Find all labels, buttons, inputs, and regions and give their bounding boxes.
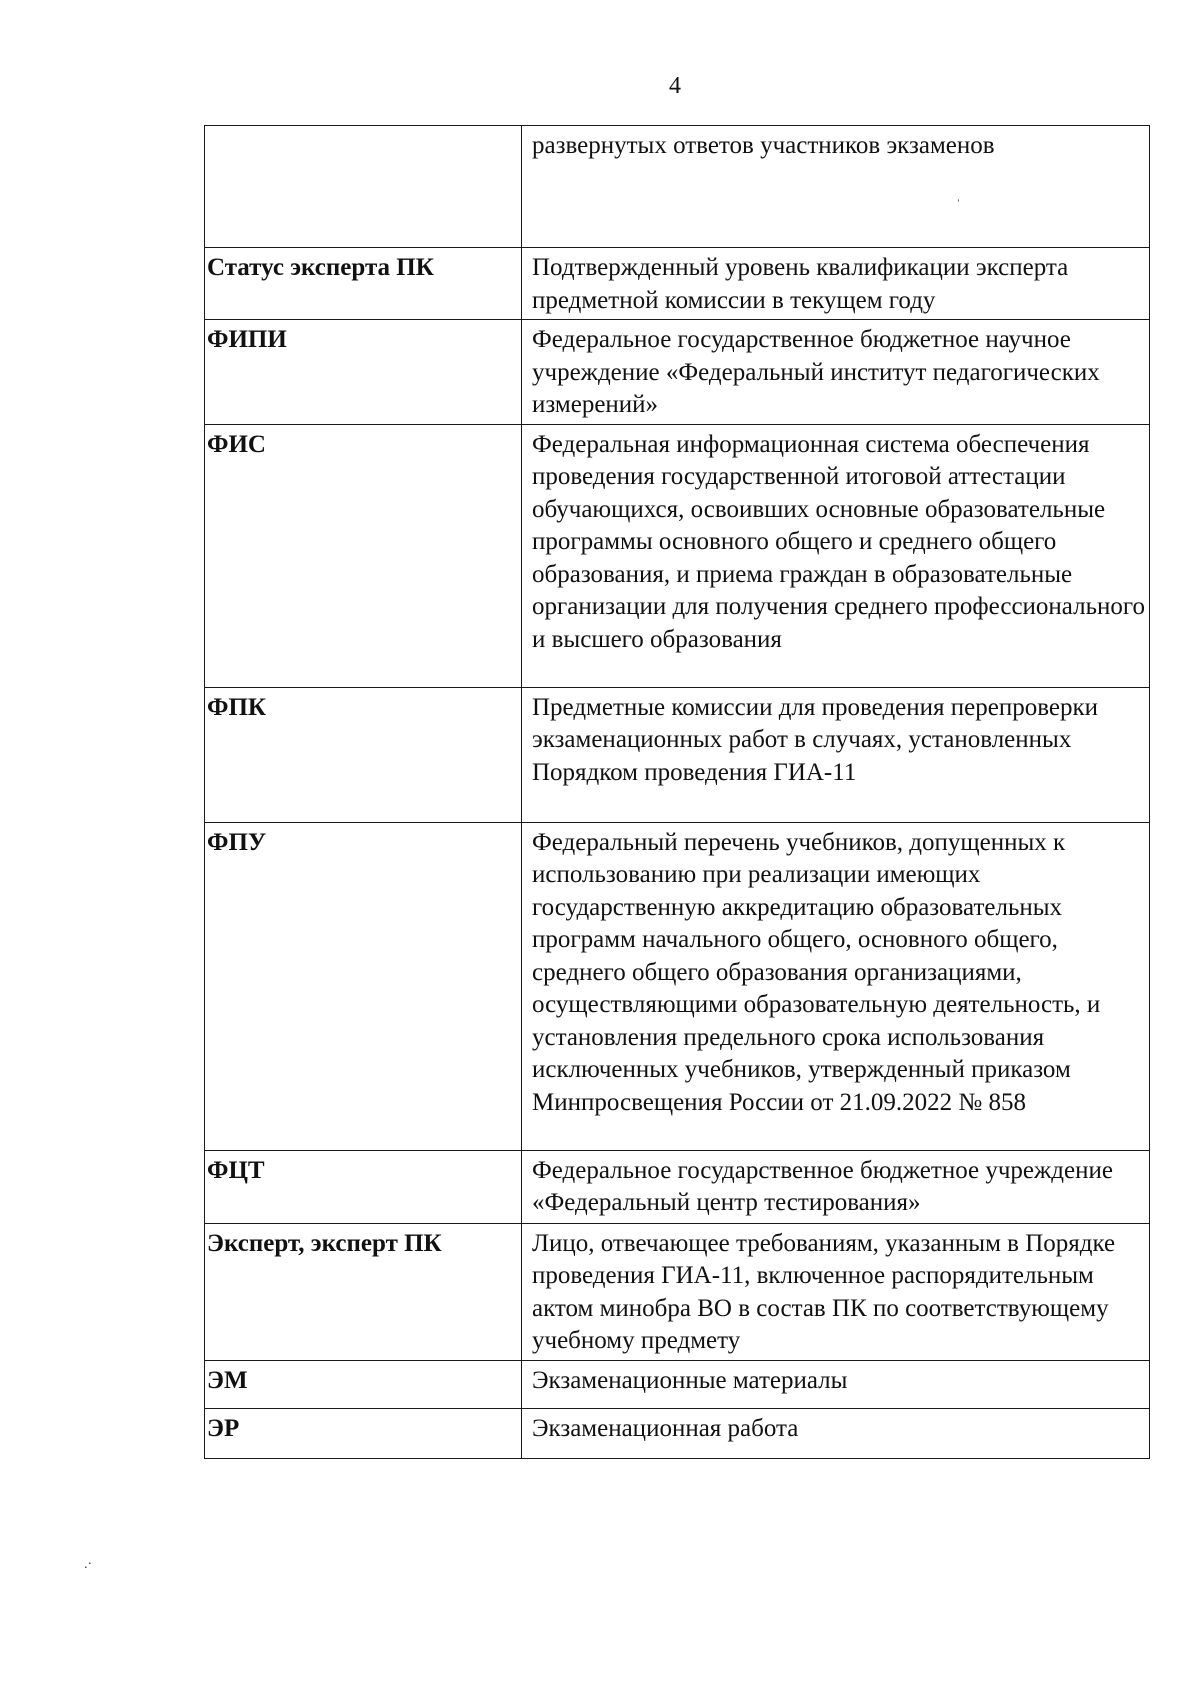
definition-cell: Лицо, отвечающее требованиям, указанным в Порядке проведения ГИА-11, включенное распорядительным актом минобра ВО в состав ПК по соответствующему учебному предмету: [522, 1223, 1150, 1360]
definition-cell: Экзаменационные материалы: [522, 1360, 1150, 1408]
table-row: [205, 248, 1150, 320]
definition-cell: Федеральное государственное бюджетное учреждение «Федеральный центр тестирования»: [522, 1150, 1150, 1223]
definition-cell: Предметные комиссии для проведения перепроверки экзаменационных работ в случаях, установленных Порядком проведения ГИА-11: [522, 687, 1150, 822]
page-number: 4: [669, 73, 681, 99]
definition-cell: Федеральный перечень учебников, допущенных к использованию при реализации имеющих государственную аккредитацию образовательных программ начального общего, основного общего, среднего общего образования организациями, осуществляющими образовательную деятельность, и установления предельного срока использования исключенных учебников, утвержденный приказом Минпросвещения России от 21.09.2022 № 858: [522, 822, 1150, 1150]
table-row: [205, 320, 1150, 425]
term-cell: ФПК: [205, 687, 522, 822]
table-row: [205, 822, 1150, 1150]
table-row: [205, 1150, 1150, 1223]
scan-speck: ˈ: [956, 198, 961, 213]
term-cell: ЭМ: [205, 1360, 522, 1408]
term-cell: ЭР: [205, 1408, 522, 1458]
table-row: [205, 687, 1150, 822]
term-cell: ФИС: [205, 424, 522, 687]
term-cell: Эксперт, эксперт ПК: [205, 1223, 522, 1360]
table-row: [205, 1408, 1150, 1458]
term-cell: Статус эксперта ПК: [205, 248, 522, 320]
term-cell: ФПУ: [205, 822, 522, 1150]
term-cell: ФИПИ: [205, 320, 522, 425]
glossary-table: [204, 125, 1150, 1459]
table-row: [205, 1223, 1150, 1360]
scan-speck: .·: [84, 1557, 93, 1572]
definition-cell: Федеральная информационная система обеспечения проведения государственной итоговой аттестации обучающихся, освоивших основные образовательные программы основного общего и среднего общего образования, и приема граждан в образовательные организации для получения среднего профессионального и высшего образования: [522, 424, 1150, 687]
term-cell: [205, 126, 522, 248]
table-row: [205, 126, 1150, 248]
table-row: [205, 424, 1150, 687]
definition-cell: Подтвержденный уровень квалификации эксперта предметной комиссии в текущем году: [522, 248, 1150, 320]
table-row: [205, 1360, 1150, 1408]
definition-cell: Экзаменационная работа: [522, 1408, 1150, 1458]
definition-cell: развернутых ответов участников экзаменов: [522, 126, 1150, 248]
definition-cell: Федеральное государственное бюджетное научное учреждение «Федеральный институт педагогических измерений»: [522, 320, 1150, 425]
term-cell: ФЦТ: [205, 1150, 522, 1223]
